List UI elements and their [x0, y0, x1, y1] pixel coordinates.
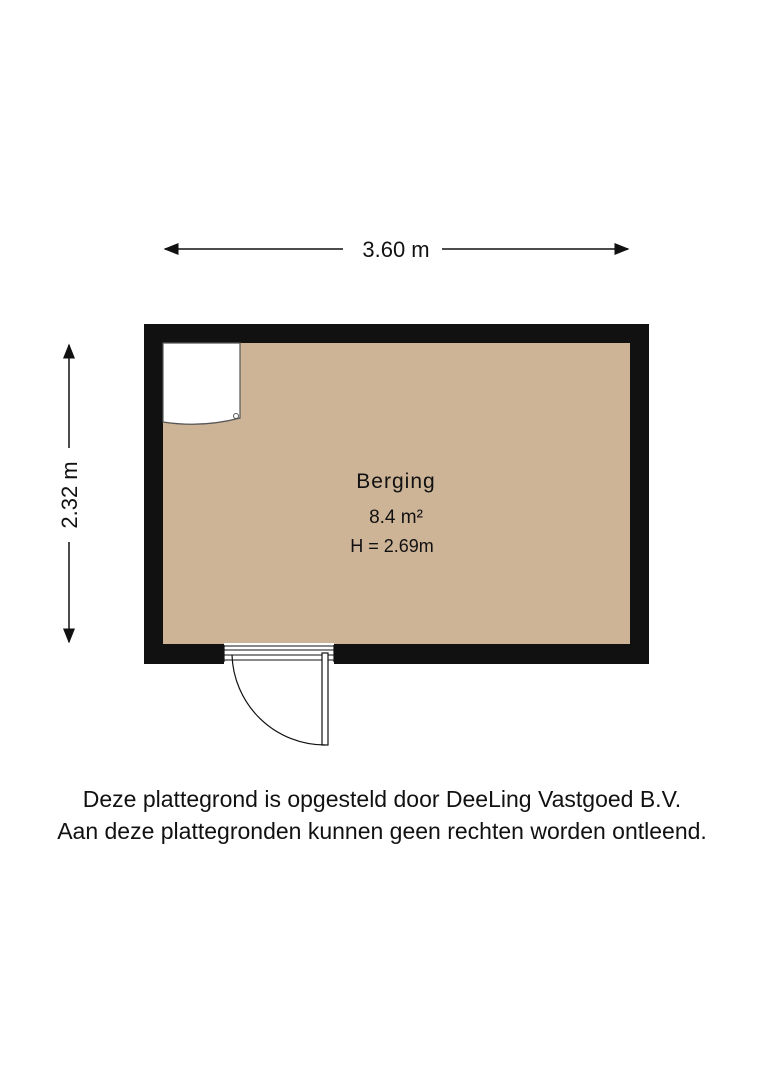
- width-dimension: [165, 237, 628, 262]
- disclaimer-line-1: Deze plattegrond is opgesteld door DeeLing Vastgoed B.V.: [82, 786, 682, 812]
- door-leaf: [322, 653, 328, 745]
- disclaimer-line-2: Aan deze plattegronden kunnen geen rechten worden ontleend.: [57, 818, 707, 844]
- height-label: 2.32 m: [57, 461, 82, 529]
- room-area: 8.4 m²: [369, 507, 423, 528]
- door-swing: [232, 655, 325, 745]
- room-ceiling-height: H = 2.69m: [350, 536, 434, 556]
- corner-fixture: [163, 343, 240, 424]
- room-name: Berging: [356, 470, 436, 493]
- height-dimension: [57, 345, 82, 642]
- door: [224, 645, 334, 745]
- width-label: 3.60 m: [362, 237, 430, 262]
